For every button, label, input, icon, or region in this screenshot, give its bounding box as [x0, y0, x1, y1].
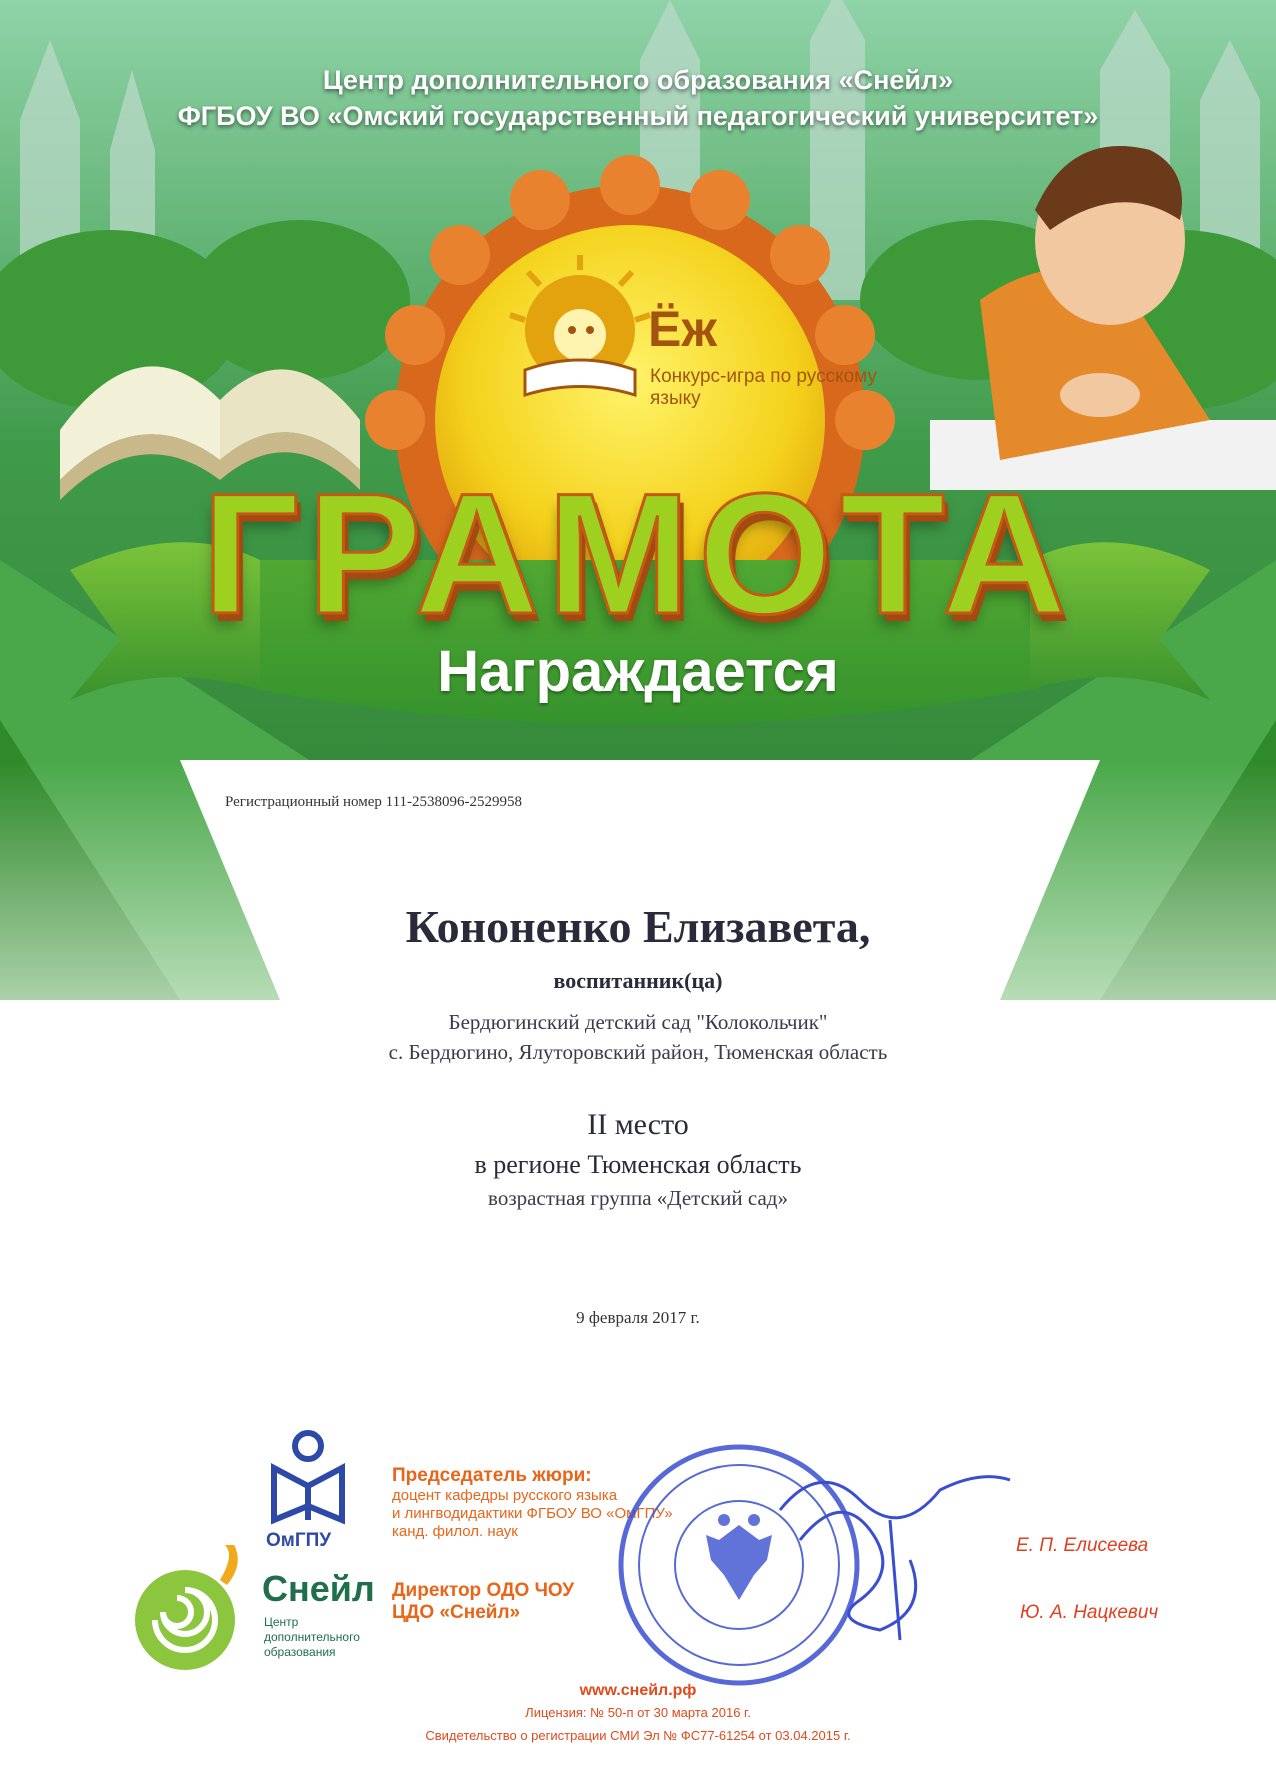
- recipient-name: Кононенко Елизавета,: [405, 901, 871, 952]
- certificate-title: ГРАМОТА: [201, 458, 1075, 650]
- organizer-header: [0, 62, 1276, 134]
- jury-head-line-3: канд. филол. наук: [392, 1523, 518, 1540]
- awarded-label: Награждается: [437, 639, 839, 704]
- organizer-line-2: ФГБОУ ВО «Омский государственный педагогический университет»: [177, 101, 1099, 131]
- jury-head-name: Е. П. Елисеева: [1016, 1535, 1149, 1556]
- sneil-logo-subtitle: Центр дополнительного образования: [264, 1615, 360, 1659]
- website: www.снейл.рф: [579, 1682, 697, 1699]
- jury-head-title: Председатель жюри:: [392, 1465, 592, 1486]
- director-title-line-2: ЦДО «Снейл»: [392, 1602, 521, 1623]
- sneil-logo-title: Снейл: [262, 1568, 375, 1609]
- organizer-line-1: Центр дополнительного образования «Снейл»: [322, 65, 954, 95]
- jury-head-line-2: и лингводидактики ФГБОУ ВО «ОмГПУ»: [392, 1505, 673, 1522]
- award-region: в регионе Тюменская область: [474, 1150, 802, 1179]
- issue-date: 9 февраля 2017 г.: [576, 1308, 700, 1327]
- omgpu-logo-icon: [268, 1428, 348, 1528]
- recipient-institution: Бердюгинский детский сад "Колокольчик": [448, 1010, 828, 1034]
- registration-number: Регистрационный номер 111-2538096-2529958: [225, 794, 523, 810]
- director-name: Ю. А. Нацкевич: [1020, 1602, 1159, 1623]
- contest-logo-title: Ёж: [648, 301, 717, 357]
- media-registration: Свидетельство о регистрации СМИ Эл № ФС77-61254 от 03.04.2015 г.: [425, 1728, 851, 1743]
- signatures: [740, 1450, 1020, 1650]
- contest-logo-subtitle: Конкурс-игра по русскому языку: [650, 366, 877, 409]
- jury-head-line-1: доцент кафедры русского языка: [392, 1487, 618, 1504]
- sneil-snail-logo-icon: [125, 1545, 255, 1675]
- recipient-location: с. Бердюгино, Ялуторовский район, Тюменская область: [388, 1040, 888, 1064]
- director-title-line-1: Директор ОДО ЧОУ: [392, 1580, 575, 1601]
- director-block: [392, 1580, 574, 1624]
- award-place: II место: [587, 1108, 689, 1141]
- omgpu-logo-text: ОмГПУ: [266, 1530, 332, 1551]
- license-info: Лицензия: № 50-п от 30 марта 2016 г.: [525, 1705, 751, 1720]
- recipient-role: воспитанник(ца): [553, 968, 723, 993]
- age-group: возрастная группа «Детский сад»: [488, 1186, 788, 1210]
